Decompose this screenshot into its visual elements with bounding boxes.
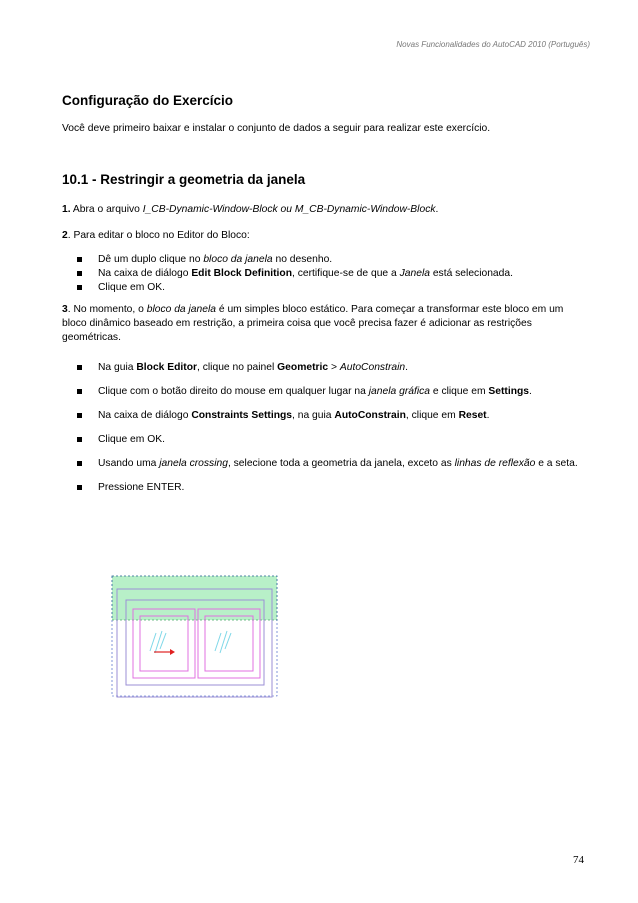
intro-paragraph: Você deve primeiro baixar e instalar o conjunto de dados a seguir para realizar este exercício. [62,123,491,134]
bullet-icon [77,437,82,442]
step-3: 3. No momento, o bloco da janela é um simples bloco estático. Para começar a transformar este bloco em um bloco dinâmico baseado em restrição, a primeira coisa que você precisa fazer é adicionar as restrições geométricas. [62,304,564,343]
page-title: Configuração do Exercício [62,93,234,108]
bullet-icon [77,365,82,370]
list-item: Clique em OK. [62,281,582,295]
reflection-lines-left [150,631,166,653]
list-item: Pressione ENTER. [62,481,582,495]
bullet-icon [77,413,82,418]
file-name: I_CB-Dynamic-Window-Block ou M_CB-Dynamic-Window-Block [142,204,436,215]
step-2-list [62,253,582,295]
bullet-icon [77,285,82,290]
reflection-lines-right [215,631,231,653]
bullet-icon [77,485,82,490]
section-title: 10.1 - Restringir a geometria da janela [62,172,306,187]
step-3-list [62,361,582,495]
list-item: Na guia Block Editor, clique no painel Geometric > AutoConstrain. [62,361,582,375]
list-item: Na caixa de diálogo Edit Block Definition, certifique-se de que a Janela está selecionada. [62,267,582,281]
bullet-icon [77,257,82,262]
sash-right-inner [205,616,253,671]
bullet-icon [77,389,82,394]
step-1: 1. Abra o arquivo I_CB-Dynamic-Window-Block ou M_CB-Dynamic-Window-Block. [62,204,439,215]
list-item: Clique em OK. [62,433,582,447]
arrow-icon [154,649,175,655]
list-item: Na caixa de diálogo Constraints Settings, na guia AutoConstrain, clique em Reset. [62,409,582,423]
running-header: Novas Funcionalidades do AutoCAD 2010 (Português) [396,40,590,49]
page-number: 74 [573,854,584,866]
list-item: Clique com o botão direito do mouse em qualquer lugar na janela gráfica e clique em Settings. [62,385,582,399]
window-block-figure [110,575,280,700]
step-2: 2. Para editar o bloco no Editor do Bloco: [62,230,250,241]
bullet-icon [77,271,82,276]
sash-left-inner [140,616,188,671]
document-body [62,93,582,505]
list-item: Usando uma janela crossing, selecione toda a geometria da janela, exceto as linhas de reflexão e a seta. [62,457,582,471]
list-item: Dê um duplo clique no bloco da janela no desenho. [62,253,582,267]
bullet-icon [77,461,82,466]
